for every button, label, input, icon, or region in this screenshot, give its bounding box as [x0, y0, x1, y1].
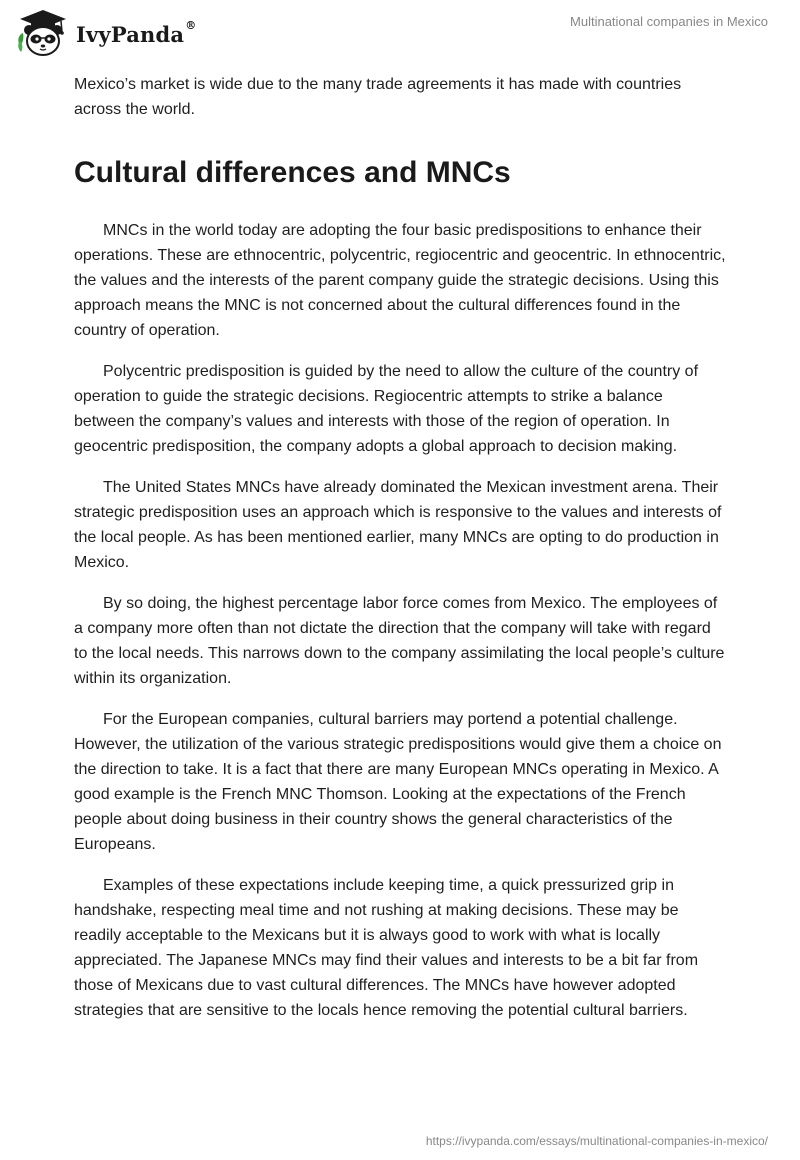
paragraph-3: The United States MNCs have already dominated the Mexican investment arena. Their strategic predisposition uses an approach which is responsive to the values and interests of the local people. As has been mentioned earlier, many MNCs are opting to do production in Mexico. [74, 479, 722, 571]
essay-content [74, 72, 726, 1039]
document-title: Multinational companies in Mexico [570, 14, 768, 29]
paragraph-4: By so doing, the highest percentage labor force comes from Mexico. The employees of a company more often than not dictate the direction that the company will take with regard to the local needs. This narrows down to the company assimilating the local people’s culture within its organization. [74, 595, 725, 687]
page-header [0, 0, 800, 70]
section-heading: Cultural differences and MNCs [74, 156, 511, 189]
paragraph-1: MNCs in the world today are adopting the four basic predispositions to enhance their operations. These are ethnocentric, polycentric, regiocentric and geocentric. In ethnocentric, the values and the interests of the parent company guide the strategic decisions. Using this approach means the MNC is not concerned about the cultural differences found in the country of operation. [74, 222, 726, 339]
source-url[interactable]: https://ivypanda.com/essays/multinational-companies-in-mexico/ [425, 1134, 768, 1148]
logo[interactable] [16, 8, 196, 58]
logo-text: IvyPanda® [76, 18, 197, 47]
paragraph-2: Polycentric predisposition is guided by the need to allow the culture of the country of operation to guide the strategic decisions. Regiocentric attempts to strike a balance between the company’s values and interests with those of the region of operation. In geocentric predisposition, the company adopts a global approach to decision making. [74, 363, 699, 455]
paragraph-5: For the European companies, cultural barriers may portend a potential challenge. However, the utilization of the various strategic predispositions would give them a choice on the direction to take. It is a fact that there are many European MNCs operating in Mexico. A good example is the French MNC Thomson. Looking at the expectations of the French people about doing business in their country shows the general characteristics of the Europeans. [74, 711, 722, 853]
paragraph-6: Examples of these expectations include keeping time, a quick pressurized grip in handshake, respecting meal time and not rushing at making decisions. These may be readily acceptable to the Mexicans but it is always good to work with what is locally appreciated. The Japanese MNCs may find their values and interests to be a bit far from those of Mexicans due to vast cultural differences. The MNCs have however adopted strategies that are sensitive to the locals hence removing the potential cultural barriers. [74, 877, 699, 1019]
lead-paragraph: Mexico’s market is wide due to the many trade agreements it has made with countries across the world. [74, 76, 682, 118]
panda-graduation-cap-icon [16, 8, 70, 58]
